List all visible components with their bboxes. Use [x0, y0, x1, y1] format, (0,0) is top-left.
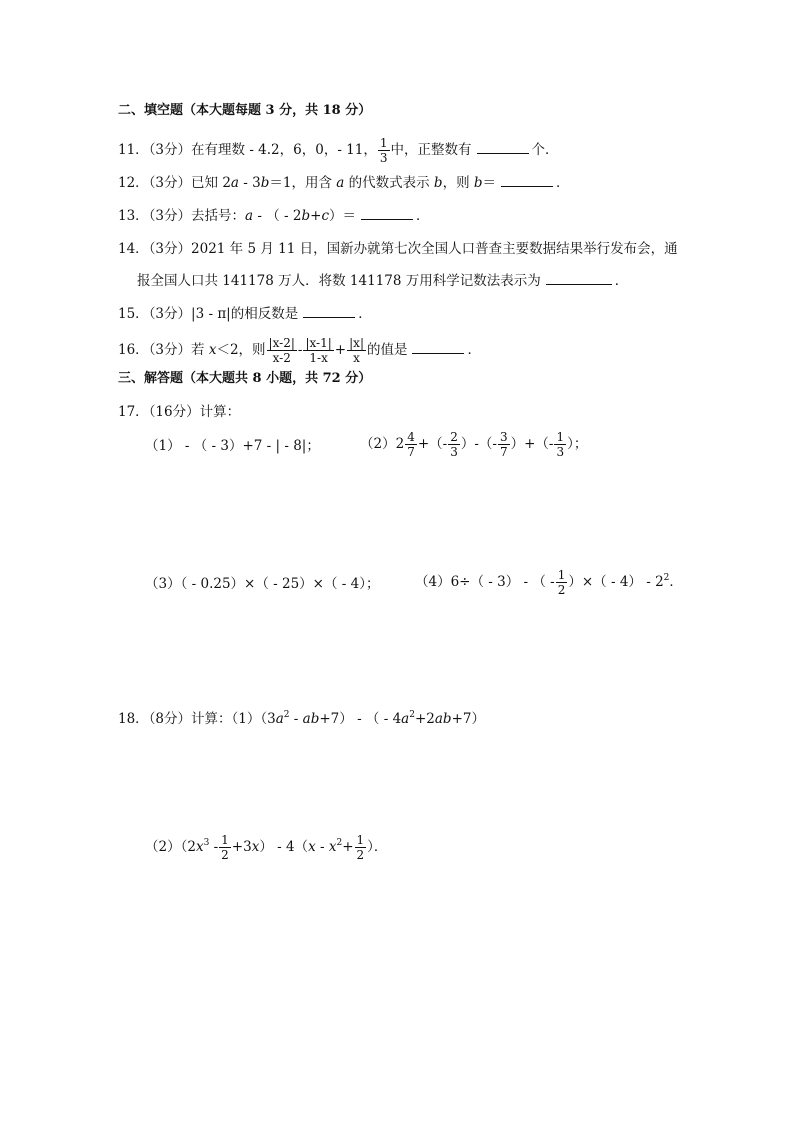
q13-score: （3分） — [148, 208, 192, 224]
q18-score: （8分） — [148, 711, 192, 727]
question-12: 12．（3分）已知 2a - 3b＝1，用含 a 的代数式表示 b，则 b＝ ． — [118, 175, 570, 191]
q17-part-2: （2）2 $\frac{4}{7}$ +（- $\frac{2}{3}$ ）-（- $\frac{3}{7}$ ）+（- $\frac{1}{3}$ ）； — [360, 430, 588, 459]
q17-p2-fraction-b: $\frac{2}{3}$ — [450, 430, 458, 459]
q17-number: 17． — [118, 404, 149, 420]
q11-answer-blank[interactable] — [477, 141, 529, 154]
question-13: 13．（3分）去括号：a - （ - 2b+c）＝ ． — [118, 208, 430, 224]
q17-p2-fraction-d: $\frac{1}{3}$ — [556, 430, 565, 459]
q18-part-2: $(2)(2x^3$ - $\frac{1}{2}$ $+3x) - 4(x - x^2+$ $\frac{1}{2}$ ）． — [145, 833, 388, 862]
q17-p2-fraction-c: $\frac{3}{7}$ — [499, 430, 508, 459]
q18-p2-fraction-1: $\frac{1}{2}$ — [221, 833, 229, 862]
question-14-line-2: 报全国人口共 141178 万人．将数 141178 万用科学记数法表示为 ． — [137, 273, 629, 289]
q14-number: 14． — [118, 241, 149, 257]
q12-number: 12． — [118, 175, 149, 191]
q16-fraction-1: | $\frac{x-2 |}{x-2}$ — [267, 336, 297, 365]
q13-answer-blank[interactable] — [361, 207, 413, 220]
section-2-title: 二、填空题（本大题每题 3 分，共 18 分） — [118, 103, 372, 118]
question-17: 17．（16分）计算： — [118, 404, 241, 420]
question-18: 18．（8分）计算：$(1)(3a^2 - ab+7)$ - （ - $4a^2+2ab+7$） — [118, 710, 485, 727]
q11-text: 在有理数 - 4.2，6，0，- 11， — [191, 142, 377, 158]
q14-answer-blank[interactable] — [546, 272, 612, 285]
q17-part-3: （3）（ - 0.25）×（ - 25）×（ - 4）； — [145, 576, 380, 592]
q11-score: （3分） — [148, 142, 192, 158]
q17-part-1: （1） - （ - 3）+7 - | - 8|； — [145, 438, 320, 454]
q16-number: 16． — [118, 342, 149, 358]
q17-p4-fraction: $\frac{1}{2}$ — [557, 568, 566, 597]
q16-answer-blank[interactable] — [412, 341, 464, 354]
question-16: 16．（3分）若 x＜2，则 | $\frac{x-2 |}{x-2}$ - | $\frac{x-1 |}{1-x}$ + | $\frac{x |}{x}$ 的值是 ． — [118, 336, 481, 365]
q17-score: （16分） — [148, 404, 200, 420]
q16-fraction-2: | $\frac{x-1 |}{1-x}$ — [303, 336, 333, 365]
q15-number: 15． — [118, 306, 149, 322]
q17-p2-fraction-a: $\frac{4}{7}$ — [407, 430, 415, 459]
q18-number: 18． — [118, 711, 149, 727]
q15-answer-blank[interactable] — [303, 305, 355, 318]
q16-score: （3分） — [148, 342, 192, 358]
q11-number: 11． — [118, 142, 149, 158]
q14-score: （3分） — [148, 241, 192, 257]
q12-answer-blank[interactable] — [501, 174, 553, 187]
q16-fraction-3: | $\frac{x |}{x}$ — [347, 336, 366, 365]
q17-part-4: （4）6÷（ - 3） - （ - $\frac{1}{2}$ ）×（ - $4) - 2^2$． — [415, 568, 683, 597]
section-3-title: 三、解答题（本大题共 8 小题，共 72 分） — [118, 371, 372, 386]
question-11: 11．（3分）在有理数 - 4.2，6，0，- 11， $\frac{1}{3}$ 中，正整数有 个． — [118, 136, 559, 165]
q12-score: （3分） — [148, 175, 192, 191]
q13-number: 13． — [118, 208, 149, 224]
question-14: 14．（3分）2021 年 5 月 11 日，国新办就第七次全国人口普查主要数据结果举行发布会，通 — [118, 241, 678, 257]
q15-score: （3分） — [148, 306, 192, 322]
q18-p2-fraction-2: $\frac{1}{2}$ — [356, 833, 365, 862]
question-15: 15．（3分）|3 - π|的相反数是 ． — [118, 306, 372, 322]
q11-fraction: $\frac{1}{3}$ — [379, 136, 388, 165]
